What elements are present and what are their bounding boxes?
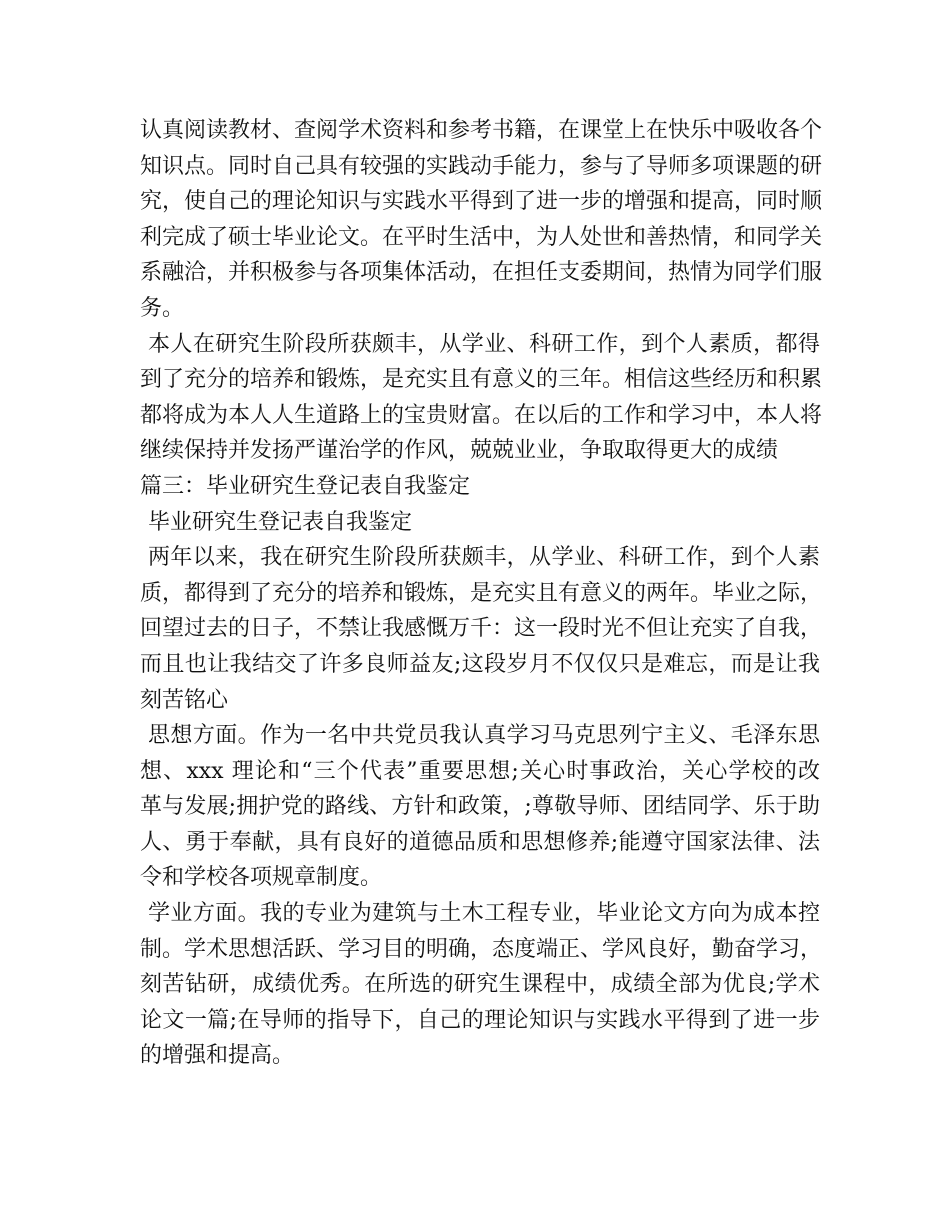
text-line: 到了充分的培养和锻炼，是充实且有意义的三年。相信这些经历和积累: [140, 367, 823, 393]
text-line: 回望过去的日子，不禁让我感慨万千：这一段时光不但让充实了自我，: [140, 616, 823, 642]
text-line: 系融洽，并积极参与各项集体活动，在担任支委期间，热情为同学们服: [140, 260, 823, 286]
text-line: 令和学校各项规章制度。: [140, 865, 383, 891]
text-line: 思想方面。作为一名中共党员我认真学习马克思列宁主义、毛泽东思: [148, 723, 820, 749]
text-line: 知识点。同时自己具有较强的实践动手能力，参与了导师多项课题的研: [140, 153, 823, 179]
text-line: 革与发展;拥护党的路线、方针和政策，;尊敬导师、团结同学、乐于助: [140, 794, 820, 820]
text-line: 学业方面。我的专业为建筑与土木工程专业，毕业论文方向为成本控: [148, 901, 820, 927]
text-line: 究，使自己的理论知识与实践水平得到了进一步的增强和提高，同时顺: [140, 189, 823, 215]
text-line: 而且也让我结交了许多良师益友;这段岁月不仅仅只是难忘，而是让我: [140, 651, 820, 677]
text-line: 利完成了硕士毕业论文。在平时生活中，为人处世和善热情，和同学关: [140, 224, 823, 250]
text-line: 认真阅读教材、查阅学术资料和参考书籍，在课堂上在快乐中吸收各个: [140, 118, 823, 143]
text-line: 人、勇于奉献，具有良好的道德品质和思想修养;能遵守国家法律、法: [140, 829, 820, 855]
text-line: 刻苦钻研，成绩优秀。在所选的研究生课程中，成绩全部为优良;学术: [140, 972, 820, 998]
text-line: 继续保持并发扬严谨治学的作风，兢兢业业，争取取得更大的成绩: [140, 438, 779, 464]
text-line: 都将成为本人人生道路上的宝贵财富。在以后的工作和学习中，本人将: [140, 402, 823, 428]
text-line: 论文一篇;在导师的指导下，自己的理论知识与实践水平得到了进一步: [140, 1007, 820, 1033]
text-line: 刻苦铭心: [140, 687, 229, 713]
text-line: 想、xxx 理论和“三个代表”重要思想;关心时事政治，关心学校的改: [140, 758, 820, 784]
document-body: [140, 113, 823, 1074]
text-line: 制。学术思想活跃、学习目的明确，态度端正、学风良好，勤奋学习，: [140, 936, 823, 962]
text-line: 篇三：毕业研究生登记表自我鉴定: [140, 473, 471, 499]
text-line: 的增强和提高。: [140, 1043, 295, 1069]
text-line: 毕业研究生登记表自我鉴定: [148, 509, 413, 535]
text-line: 本人在研究生阶段所获颇丰，从学业、科研工作，到个人素质，都得: [148, 331, 820, 357]
text-line: 质，都得到了充分的培养和锻炼，是充实且有意义的两年。毕业之际，: [140, 580, 823, 606]
text-line: 务。: [140, 295, 185, 321]
text-line: 两年以来，我在研究生阶段所获颇丰，从学业、科研工作，到个人素: [148, 545, 820, 571]
